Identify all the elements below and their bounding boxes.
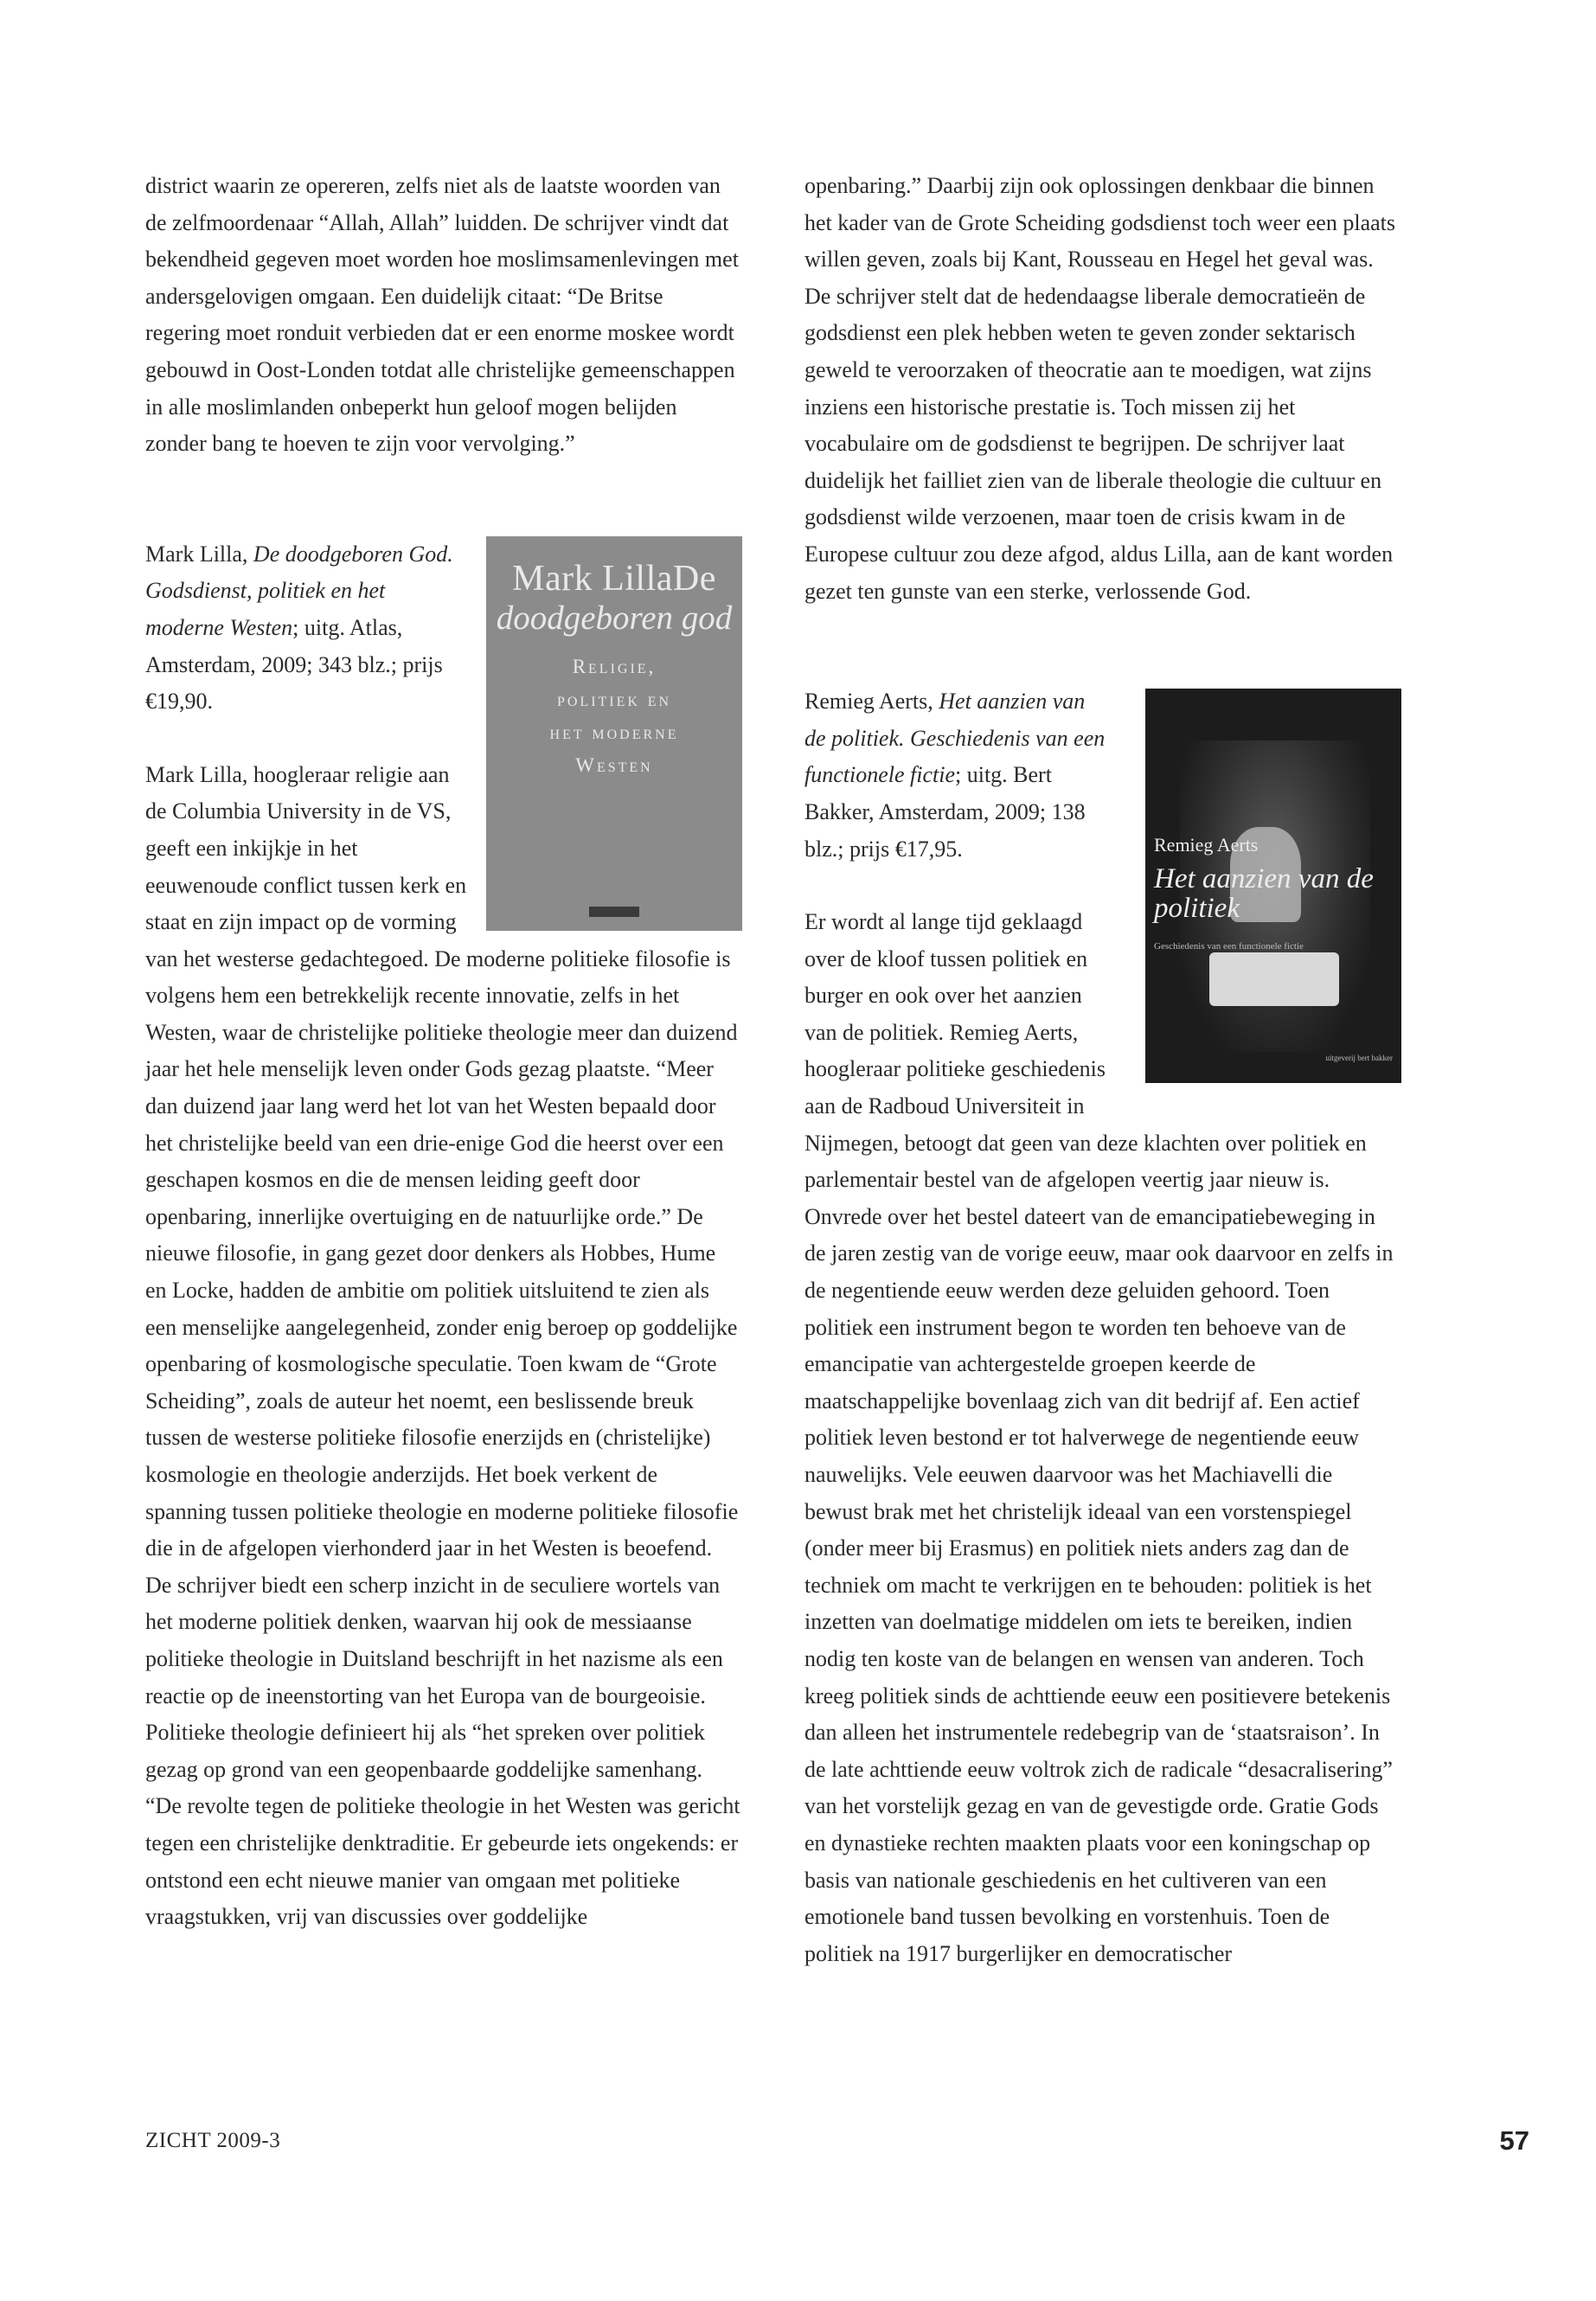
review-paragraph: Er wordt al lange tijd geklaagd over de kloof tussen politiek en burger en ook over het aanzien van de politiek. Remieg Aerts, hoogleraar politieke geschiedenis aan de Radboud Universiteit in Nijmegen, betoogt dat geen van deze klachten over politiek en parlementair bestel van de afgelopen veertig jaar nieuw is. Onvrede over het bestel dateert van de emancipatiebeweging in de jaren zestig van de vorige eeuw, maar ook daarvoor en zelfs in de negentiende eeuw werden deze geluiden gehoord. Toen politiek een instrument begon te worden ten behoeve van de emancipatie van achtergestelde groepen keerde de maatschappelijke bovenlaag zich van dit bedrijf af. Een actief politiek leven bestond er tot halverwege de negentiende eeuw nauwelijks. Vele eeuwen daarvoor was het Machiavelli die bewust brak met het christelijk ideaal van een vorstenspiegel (onder meer bij Erasmus) en politiek niets anders zag dan de techniek om macht te verkrijgen en te behouden: politiek is het inzetten van doelmatige middelen om iets te bereiken, indien nodig ten koste van de belangen en wensen van anderen. Toch kreeg politiek sinds de achttiende eeuw een positievere betekenis dan alleen het instrumentele redebegrip van de ‘staatsraison’. In de late achttiende eeuw voltrok zich de radicale “desacralisering” van het vorstelijk gezag en van de gevestigde orde. Gratie Gods en dynastieke rechten maakten plaats voor een koningschap op basis van nationale geschiedenis en het cultiveren van een emotionele band tussen bevolking en vorstenhuis. Toen de politiek na 1917 burgerlijker en democratischer bbox=[804, 909, 1394, 1966]
book-citation: Mark Lilla, De doodgeboren God. Godsdienst, politiek en het moderne Westen; uitg. Atlas, Amsterdam, 2009; 343 blz.; prijs €19,90. bbox=[145, 541, 453, 715]
article-paragraph: openbaring.” Daarbij zijn ook oplossingen denkbaar die binnen het kader van de Grote Scheiding godsdienst toch weer een plaats willen geven, zoals bij Kant, Rousseau en Hegel het geval was. De schrijver stelt dat de hedendaagse liberale democratieën de godsdienst een plek hebben weten te geven zonder sektarisch geweld te veroorzaken of theocratie aan te moedigen, wat zijns inziens een historische prestatie is. Toch missen zij het vocabulaire om de godsdienst te begrijpen. De schrijver laat duidelijk het failliet zien van de liberale theologie die cultuur en godsdienst wilde verzoenen, maar toen de crisis kwam in de Europese cultuur zou deze afgod, aldus Lilla, aan de kant worden gezet ten gunste van een sterke, verlossende God. bbox=[804, 173, 1395, 604]
journal-issue: ZICHT 2009-3 bbox=[145, 2129, 281, 2152]
cover-subtitle: Religie, politiek en het moderne Westen bbox=[549, 655, 679, 776]
page-number: 57 bbox=[1499, 2125, 1529, 2156]
book-citation: Remieg Aerts, Het aanzien van de politiek. Geschiedenis van een functionele fictie; uitg. Bert Bakker, Amsterdam, 2009; 138 blz.; prijs €17,95. bbox=[804, 689, 1106, 862]
left-column bbox=[145, 168, 742, 1936]
cover-title: Het aanzien van de politiek bbox=[1154, 862, 1374, 924]
cover-title: doodgeboren god bbox=[496, 599, 733, 637]
review-paragraph: Mark Lilla, hoogleraar religie aan de Columbia University in de VS, geeft een inkijkje in het eeuwenoude conflict tussen kerk en staat en zijn impact op de vorming van het westerse gedachtegoed. De moderne politieke filosofie is volgens hem een betrekkelijk recente innovatie, zelfs in het Westen, waar de christelijke politieke theologie meer dan duizend jaar het hele menselijk leven onder Gods gezag plaatste. “Meer dan duizend jaar lang werd het lot van het Westen bepaald door het christelijke beeld van een drie-enige God die heerst over een geschapen kosmos en die de mensen leiding geeft door openbaring, innerlijke overtuiging en de natuurlijke orde.” De nieuwe filosofie, in gang gezet door denkers als Hobbes, Hume en Locke, hadden de ambitie om politiek uitsluitend te zien als een menselijke aangelegenheid, zonder enig beroep op goddelijke openbaring of kosmologische speculatie. Toen kwam de “Grote Scheiding”, zoals de auteur het noemt, een beslissende breuk tussen de westerse politieke filosofie enerzijds en (christelijke) kosmologie en theologie anderzijds. Het boek verkent de spanning tussen politieke theologie en moderne politieke filosofie die in de afgelopen vierhonderd jaar in het Westen is beoefend. De schrijver biedt een scherp inzicht in de seculiere wortels van het moderne politiek denken, waarvan hij ook de messiaanse politieke theologie in Duitsland beschrijft in het nazisme als een reactie op de ineenstorting van het Europa van de bourgeoisie. Politieke theologie definieert hij als “het spreken over politiek gezag op grond van een geopenbaarde goddelijke samenhang. “De revolte tegen de politieke theologie in het Westen was gericht tegen een christelijke denktraditie. Er gebeurde iets ongekends: er ontstond een echt nieuwe manier van omgaan met politieke vraagstukken, vrij van discussies over goddelijke bbox=[145, 761, 740, 1930]
cover-subtitle: Geschiedenis van een functionele fictie bbox=[1154, 940, 1304, 952]
page-footer bbox=[145, 2125, 1529, 2163]
book-cover-image bbox=[1145, 689, 1401, 1083]
cover-publisher-mark bbox=[589, 907, 639, 917]
cover-author: Mark Lilla bbox=[512, 558, 673, 599]
cover-author: Remieg Aerts bbox=[1154, 834, 1259, 856]
book-cover-image bbox=[486, 536, 742, 931]
right-column bbox=[804, 168, 1401, 1972]
article-paragraph: district waarin ze opereren, zelfs niet als de laatste woorden van de zelfmoordenaar “Allah, Allah” luidden. De schrijver vindt dat bekendheid gegeven moet worden hoe moslimsamenlevingen met andersgelovigen omgaan. Een duidelijk citaat: “De Britse regering moet ronduit verbieden dat er een enorme moskee wordt gebouwd in Oost-Londen totdat alle christelijke gemeenschappen in alle moslimlanden onbeperkt hun geloof mogen belijden zonder bang te hoeven te zijn voor vervolging.” bbox=[145, 173, 739, 457]
cover-publisher: uitgeverij bert bakker bbox=[1325, 1053, 1393, 1062]
cover-title-first: De bbox=[672, 558, 716, 599]
